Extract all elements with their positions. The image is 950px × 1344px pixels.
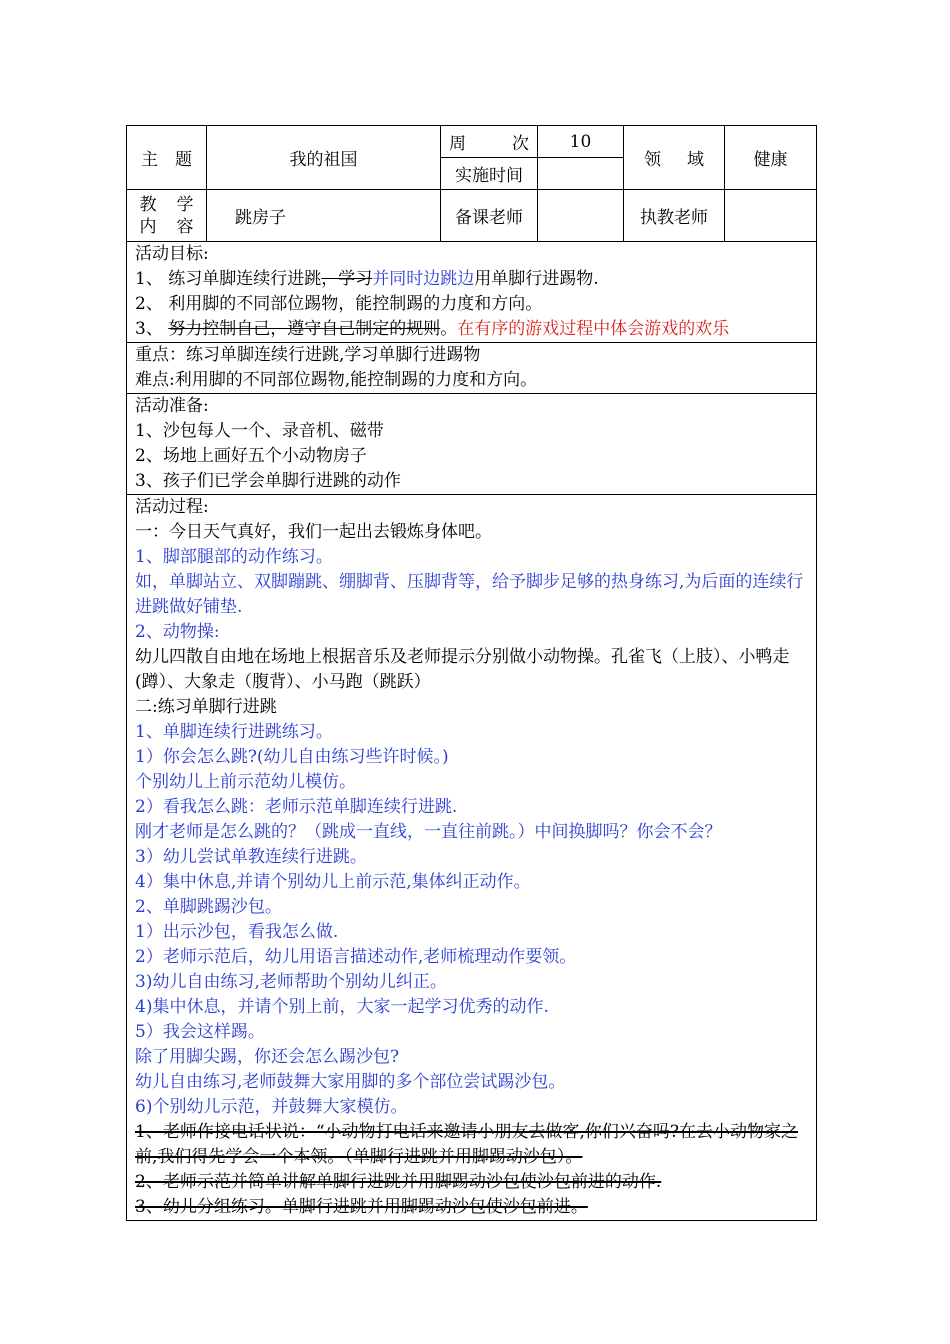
process-line: 1、单脚连续行进跳练习。	[135, 722, 333, 742]
theme-label-cell	[127, 126, 207, 190]
exec-teacher-label-cell	[624, 190, 725, 242]
process-section	[127, 495, 817, 1221]
goal-3-prefix: 3、	[135, 319, 169, 339]
content-value-cell	[207, 190, 441, 242]
impl-time-label: 实施时间	[455, 166, 523, 186]
goal-1	[135, 267, 816, 292]
process-line: 二:练习单脚行进跳	[135, 697, 277, 717]
goal-1-struck: ，学习	[321, 269, 373, 289]
process-line: 一：今日天气真好，我们一起出去锻炼身体吧。	[135, 522, 492, 542]
domain-label-b: 域	[687, 150, 704, 170]
process-line: 幼儿自由练习,老师鼓舞大家用脚的多个部位尝试踢沙包。	[135, 1072, 566, 1092]
content-label-2b: 容	[176, 216, 194, 237]
theme-value-cell	[207, 126, 441, 190]
prep-teacher-label-cell	[441, 190, 538, 242]
process-line: 个别幼儿上前示范幼儿模仿。	[135, 772, 356, 792]
process-line: 2、动物操:	[135, 622, 220, 642]
focus-section	[127, 343, 817, 394]
goal-3	[135, 317, 816, 342]
week-label-b: 次	[512, 134, 529, 154]
domain-label-a: 领	[644, 150, 661, 170]
domain-value-cell	[725, 126, 817, 190]
impl-time-label-cell	[441, 158, 538, 190]
content-label-1b: 学	[176, 194, 194, 215]
prep-section	[127, 394, 817, 495]
content-label-2a: 内	[139, 216, 157, 237]
process-line: 3)幼儿自由练习,老师帮助个别幼儿纠正。	[135, 972, 447, 992]
prep-item: 2、场地上画好五个小动物房子	[135, 446, 367, 466]
difficulty-point: 难点:利用脚的不同部位踢物,能控制踢的力度和方向。	[135, 370, 538, 390]
process-title: 活动过程:	[135, 497, 209, 517]
impl-time-value-cell	[538, 158, 624, 190]
process-line: 6)个别幼儿示范，并鼓舞大家模仿。	[135, 1097, 408, 1117]
process-line: 5）我会这样踢。	[135, 1022, 265, 1042]
prep-teacher-value-cell	[538, 190, 624, 242]
process-line: 除了用脚尖踢，你还会怎么踢沙包?	[135, 1047, 400, 1067]
prep-item: 3、孩子们已学会单脚行进跳的动作	[135, 471, 401, 491]
process-line: 1、脚部腿部的动作练习。	[135, 547, 333, 567]
theme-value: 我的祖国	[289, 150, 358, 170]
process-line: 2）老师示范后，幼儿用语言描述动作,老师梳理动作要领。	[135, 947, 577, 967]
process-struck-line: 1、老师作接电话状说：“小动物打电话来邀请小朋友去做客,你们兴奋吗?在去小动物家之前,我们得先学会一个本领。（单脚行进跳并用脚踢动沙包）。	[135, 1122, 799, 1167]
goal-1-insert: 并同时边跳边	[372, 269, 475, 289]
goals-title: 活动目标:	[135, 244, 209, 264]
week-label-cell	[441, 126, 538, 158]
process-line: 幼儿四散自由地在场地上根据音乐及老师提示分别做小动物操。孔雀飞（上肢）、小鸭走(蹲）、大象走（腹背）、小马跑（跳跃）	[135, 647, 790, 692]
process-struck-line: 2、老师示范并简单讲解单脚行进跳并用脚踢动沙包使沙包前进的动作.	[135, 1172, 662, 1192]
process-line: 1）出示沙包，看我怎么做.	[135, 922, 339, 942]
goals-section	[127, 242, 817, 343]
lesson-plan-table	[126, 125, 817, 1221]
process-line: 3）幼儿尝试单教连续行进跳。	[135, 847, 367, 867]
process-line: 4）集中休息,并请个别幼儿上前示范,集体纠正动作。	[135, 872, 531, 892]
content-label-cell	[127, 190, 207, 242]
goal-1-suffix: 用单脚行进踢物.	[474, 269, 599, 289]
process-line: 1）你会怎么跳?(幼儿自由练习些许时候。)	[135, 747, 449, 767]
week-label-a: 周	[449, 134, 466, 154]
goal-2: 2、 利用脚的不同部位踢物，能控制踢的力度和方向。	[135, 294, 543, 314]
process-line: 2、单脚跳踢沙包。	[135, 897, 282, 917]
goal-3-insert: 在有序的游戏过程中体会游戏的欢乐	[457, 319, 730, 339]
domain-value: 健康	[753, 150, 788, 170]
theme-label: 主 题	[141, 150, 192, 170]
content-value: 跳房子	[235, 208, 286, 228]
key-point: 重点：练习单脚连续行进跳,学习单脚行进踢物	[135, 345, 481, 365]
prep-item: 1、沙包每人一个、录音机、磁带	[135, 421, 384, 441]
process-line: 如，单脚站立、双脚蹦跳、绷脚背、压脚背等，给予脚步足够的热身练习,为后面的连续行进跳做好铺垫.	[135, 572, 804, 617]
prep-teacher-label: 备课老师	[455, 208, 523, 228]
exec-teacher-label: 执教老师	[640, 208, 708, 228]
goal-3-struck: 努力控制自己，遵守自己制定的规则	[168, 319, 441, 339]
week-value: 10	[569, 131, 592, 152]
process-line: 4)集中休息，并请个别上前，大家一起学习优秀的动作.	[135, 997, 549, 1017]
content-label-1a: 教	[139, 194, 157, 215]
goal-1-text: 1、 练习单脚连续行进跳	[135, 269, 322, 289]
process-line: 刚才老师是怎么跳的？（跳成一直线，一直往前跳。）中间换脚吗？你会不会？	[135, 822, 722, 842]
domain-label-cell	[624, 126, 725, 190]
process-struck-line: 3、幼儿分组练习。单脚行进跳并用脚踢动沙包使沙包前进。	[135, 1197, 588, 1217]
goal-3-dot: 。	[440, 319, 458, 339]
week-value-cell	[538, 126, 624, 158]
exec-teacher-value-cell	[725, 190, 817, 242]
prep-title: 活动准备:	[135, 396, 209, 416]
process-line: 2）看我怎么跳：老师示范单脚连续行进跳.	[135, 797, 458, 817]
